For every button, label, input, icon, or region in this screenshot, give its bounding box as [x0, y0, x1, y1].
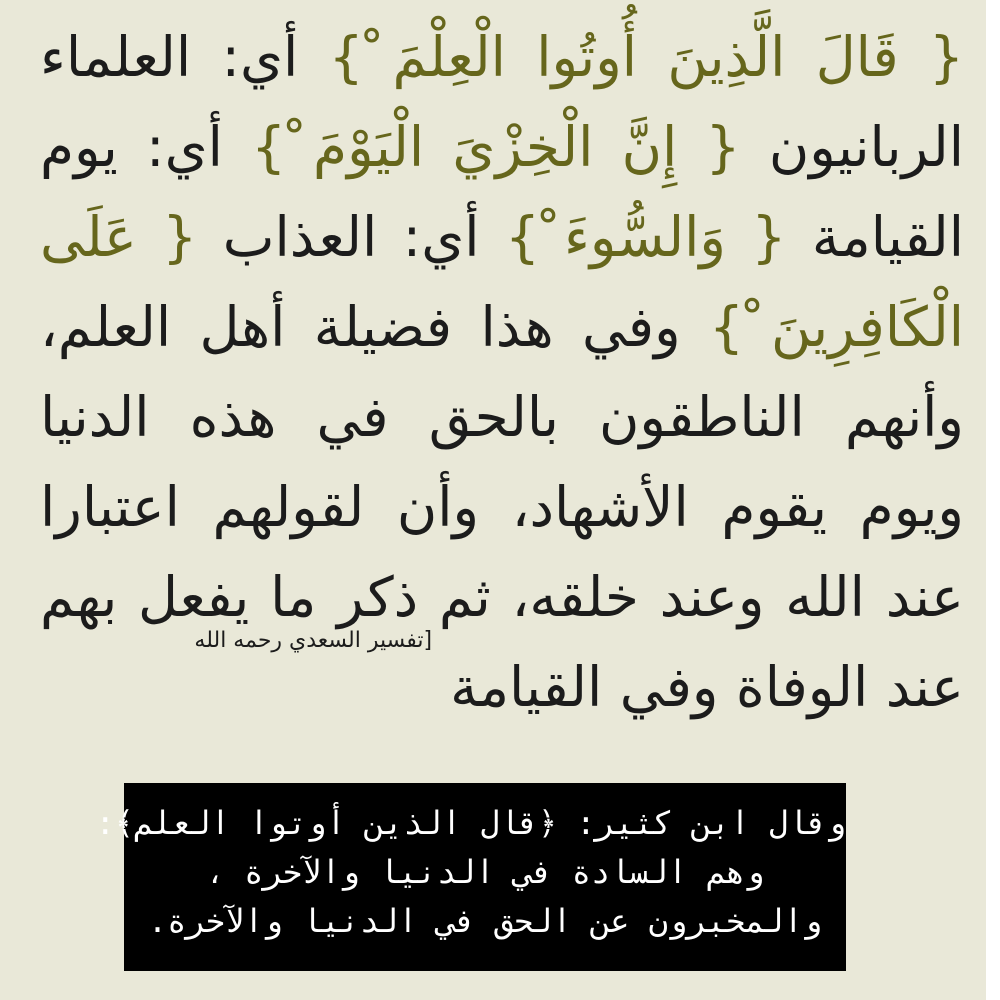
quote-line-3: والمخبرون عن الحق في الدنيا والآخرة.	[147, 902, 823, 940]
commentary-1: أي: العلماء الربانيون	[40, 25, 964, 179]
ibn-kathir-quote-box	[95, 783, 846, 971]
quran-phrase-1: { قَالَ الَّذِينَ أُوتُوا الْعِلْمَ ْ}	[328, 25, 964, 89]
quote-line-2: وهم السادة في الدنيا والآخرة ،	[205, 853, 765, 891]
commentary-3: أي: العذاب	[197, 205, 505, 269]
right-edge-strip	[986, 0, 1000, 1000]
tafsir-paragraph	[40, 0, 964, 732]
quran-phrase-4: { عَلَى الْكَافِرِينَ ْ}	[40, 205, 964, 359]
quote-line-1: وقال ابن كثير: ﴿قال الذين أوتوا العلم﴾:	[95, 804, 846, 842]
commentary-4: وفي هذا فضيلة أهل العلم، وأنهم الناطقون بالحق في هذه الدنيا ويوم يقوم الأشهاد، وأن لقولهم اعتبارا عند الله وعند خلقه، ثم ذكر ما يفعل بهم عند الوفاة وفي القيامة	[40, 295, 964, 719]
commentary-2: أي: يوم القيامة	[40, 115, 964, 269]
quran-phrase-3: { وَالسُّوءَ ْ}	[504, 205, 787, 269]
source-citation: [تفسير السعدي رحمه الله	[194, 628, 433, 653]
quran-phrase-2: { إِنَّ الْخِزْيَ الْيَوْمَ ْ}	[251, 115, 741, 179]
